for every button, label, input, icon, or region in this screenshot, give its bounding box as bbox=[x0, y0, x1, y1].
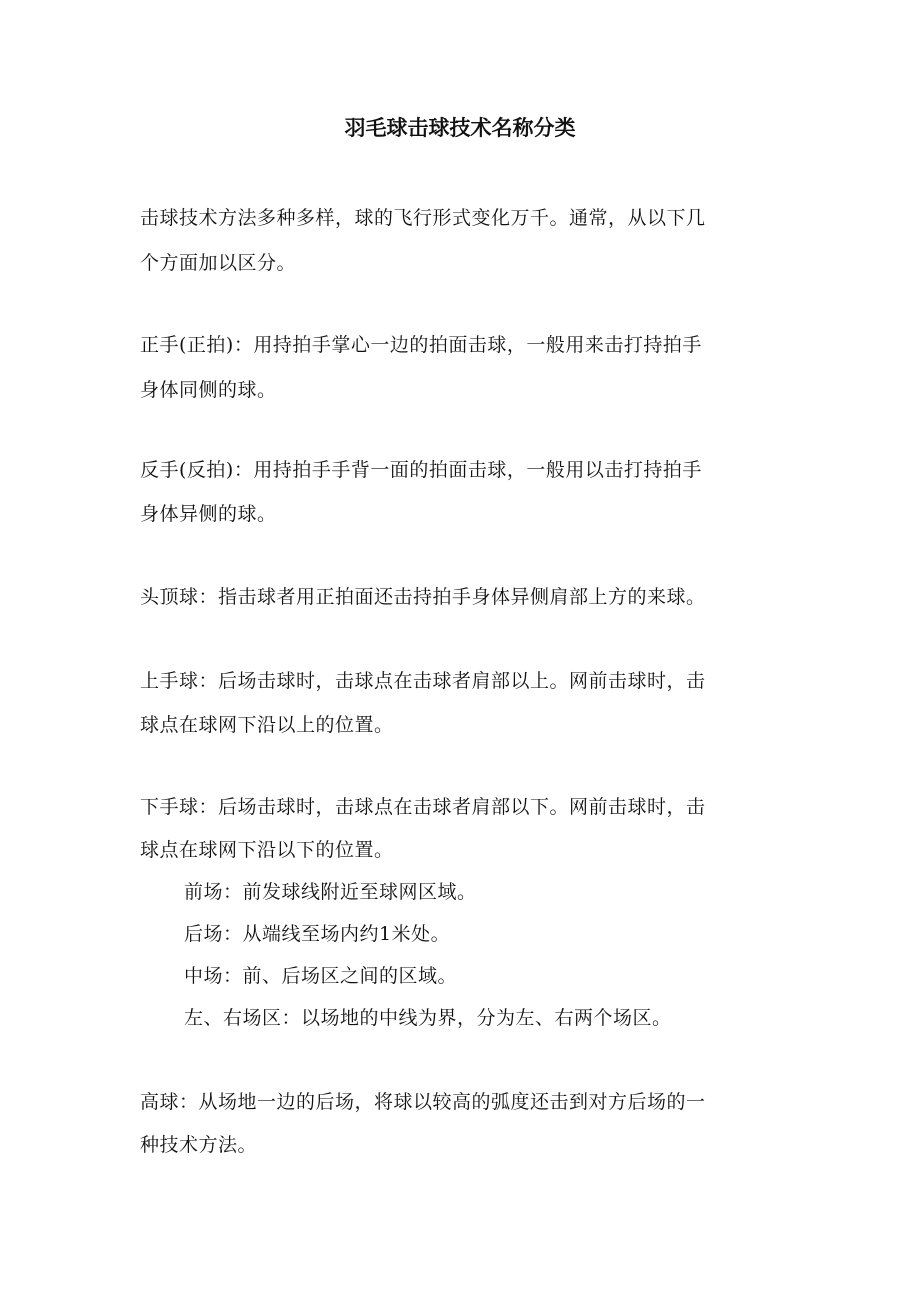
list-item: 前场：前发球线附近至球网区域。 bbox=[184, 881, 477, 903]
text-line: 上手球：后场击球时，击球点在击球者肩部以上。网前击球时，击 bbox=[140, 670, 706, 692]
document-title: 羽毛球击球技术名称分类 bbox=[344, 116, 576, 140]
list-item: 后场：从端线至场内约1米处。 bbox=[184, 923, 451, 945]
list-item: 中场：前、后场区之间的区域。 bbox=[184, 965, 458, 987]
text-line: 头顶球：指击球者用正拍面还击持拍手身体异侧肩部上方的来球。 bbox=[140, 586, 706, 608]
text-line: 身体异侧的球。 bbox=[140, 503, 277, 525]
text-line: 反手(反拍)：用持拍手手背一面的拍面击球，一般用以击打持拍手 bbox=[140, 459, 702, 481]
text-line: 球点在球网下沿以下的位置。 bbox=[140, 839, 394, 861]
text-line: 种技术方法。 bbox=[140, 1134, 258, 1156]
text-line: 正手(正拍)：用持拍手掌心一边的拍面击球，一般用来击打持拍手 bbox=[140, 334, 702, 356]
text-line: 个方面加以区分。 bbox=[140, 252, 297, 274]
text-line: 击球技术方法多种多样，球的飞行形式变化万千。通常，从以下几 bbox=[140, 207, 706, 229]
text-line: 身体同侧的球。 bbox=[140, 379, 277, 401]
list-item: 左、右场区：以场地的中线为界，分为左、右两个场区。 bbox=[184, 1007, 672, 1029]
text-line: 高球：从场地一边的后场，将球以较高的弧度还击到对方后场的一 bbox=[140, 1091, 706, 1113]
text-line: 球点在球网下沿以上的位置。 bbox=[140, 714, 394, 736]
text-line: 下手球：后场击球时，击球点在击球者肩部以下。网前击球时，击 bbox=[140, 796, 706, 818]
